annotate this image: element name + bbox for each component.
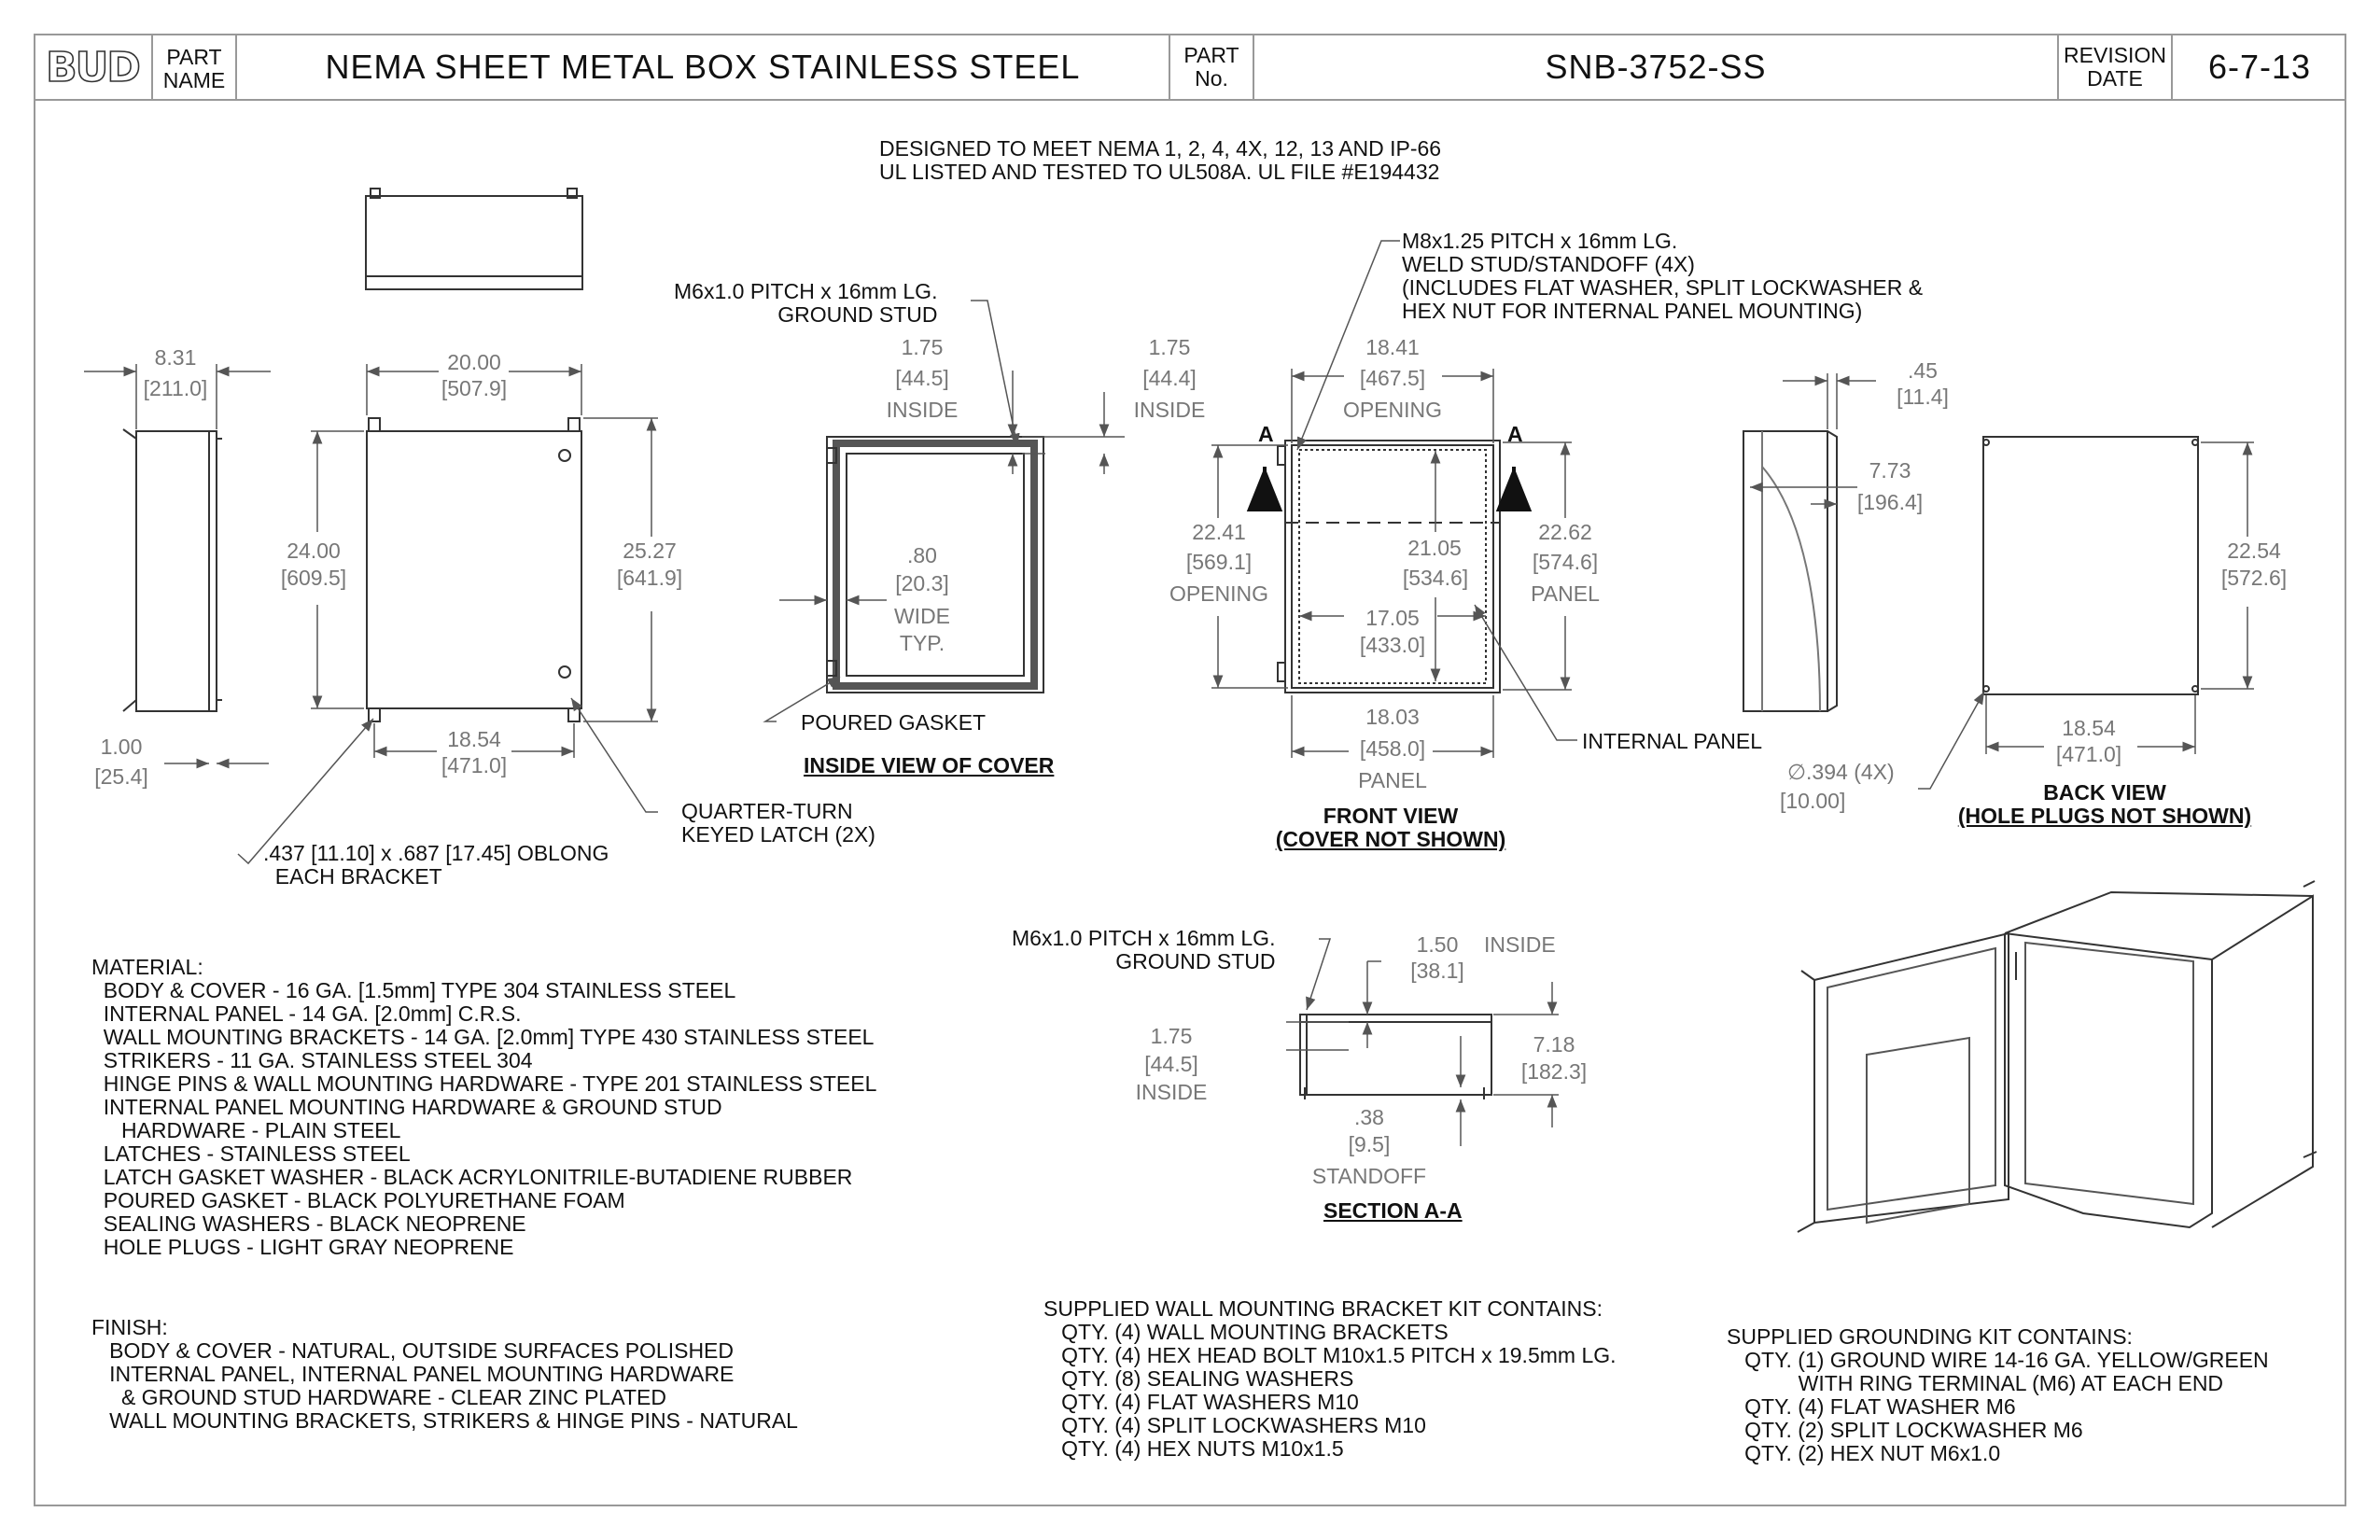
bracket-kit-notes: SUPPLIED WALL MOUNTING BRACKET KIT CONTAINS: QTY. (4) WALL MOUNTING BRACKETS QTY. (4) HEX HEAD BOLT M10x1.5 PITCH x 19.5mm LG. QTY. (8) SEALING WASHERS QTY. (4) FLAT WASHERS M10 QTY. (4) SPLIT LOCKWASHERS M10 QTY. (4) HEX NUTS M10x1.5 [1043,1296,1617,1461]
dim-back-spacing: 18.54 [2062,716,2116,740]
part-name: NEMA SHEET METAL BOX STAINLESS STEEL [237,34,1170,101]
dim-side-depth-mm: [211.0] [143,376,208,400]
side-view [123,429,222,711]
material-notes: MATERIAL: BODY & COVER - 16 GA. [1.5mm] TYPE 304 STAINLESS STEEL INTERNAL PANEL - 14 GA. [2.0mm] C.R.S. WALL MOUNTING BRACKETS - 14 GA. [2.0mm] TYPE 430 STAINLESS STEEL STRIKERS - 11 GA. STAINLESS STEEL 304 HINGE PINS & WALL MOUNTING HARDWARE - TYPE 201 STAINLESS STEEL INTERNAL PANEL MOUNTING HARDWARE & GROUND STUD HARDWARE - PLAIN STEEL LATCHES - STAINLESS STEEL LATCH GASKET WASHER - BLACK ACRYLONITRILE-BUTADIENE RUBBER POURED GASKET - BLACK POLYURETHANE FOAM SEALING WASHERS - BLACK NEOPRENE HOLE PLUGS - LIGHT GRAY NEOPRENE [91,955,877,1259]
dim-gasket-width: .80 [907,543,937,567]
dim-opening-height: 22.41 [1192,520,1246,544]
back-view-title: BACK VIEW [2043,780,2166,805]
dim-panel-width-label: PANEL [1358,768,1427,792]
dim-gasket-width-mm: [20.3] [895,571,949,595]
dim-overall-height: 25.27 [623,539,677,563]
dim-back-spacing-mm: [471.0] [2055,742,2122,766]
dim-bracket-offset: 1.00 [100,735,143,759]
section-marker-right: A [1507,422,1523,446]
dim-panel-hole-h-mm: [433.0] [1359,633,1426,657]
dim-panel-hole-v: 21.05 [1407,536,1462,560]
dim-back-depth-mm: [196.4] [1856,490,1924,514]
ul-note: UL LISTED AND TESTED TO UL508A. UL FILE #E194432 [879,160,1440,184]
latch-callout: QUARTER-TURN KEYED LATCH (2X) [681,799,875,847]
dim-panel-height-mm: [574.6] [1532,550,1599,574]
dim-cover-inside-right-label: INSIDE [1133,398,1206,422]
weld-stud-callout: M8x1.25 PITCH x 16mm LG. WELD STUD/STANDOFF (4X) (INCLUDES FLAT WASHER, SPLIT LOCKWASHER & HEX NUT FOR INTERNAL PANEL MOUNTING) [1402,229,1924,323]
oblong-callout: .437 [11.10] x .687 [17.45] OBLONG EACH BRACKET [263,841,609,889]
section-title: SECTION A-A [1323,1198,1463,1223]
dim-opening-width-mm: [467.5] [1359,366,1426,390]
front-view-subtitle: (COVER NOT SHOWN) [1275,827,1506,851]
front-view-title: FRONT VIEW [1323,804,1459,828]
dim-opening-height-label: OPENING [1169,581,1269,606]
dim-section-inside-mm: [38.1] [1410,959,1464,983]
dim-overall-height-mm: [641.9] [616,566,683,590]
dim-gasket-width-label1: WIDE [893,604,951,628]
dim-side-depth: 8.31 [154,345,197,370]
isometric-view [1798,881,2317,1232]
front-closed-view [367,418,581,721]
part-number: SNB-3752-SS [1254,34,2059,101]
dim-front-width: 20.00 [447,350,501,374]
finish-notes: FINISH: BODY & COVER - NATURAL, OUTSIDE SURFACES POLISHED INTERNAL PANEL, INTERNAL PANEL MOUNTING HARDWARE & GROUND STUD HARDWARE - CLEAR ZINC PLATED WALL MOUNTING BRACKETS, STRIKERS & HINGE PINS - NATURAL [91,1315,798,1433]
dim-bracket-offset-mm: [25.4] [94,764,148,789]
dim-bracket-spacing: 18.54 [447,727,501,751]
back-view [1983,437,2198,694]
dim-back-height-mm: [572.6] [2220,566,2288,590]
dim-back-flange-mm: [11.4] [1897,385,1949,409]
dim-cover-inside-right: 1.75 [1148,335,1191,359]
dim-bracket-spacing-mm: [471.0] [441,753,508,777]
part-no-label: PART No. [1170,34,1254,101]
dim-panel-hole-h: 17.05 [1365,606,1420,630]
dim-front-width-mm: [507.9] [441,376,508,400]
dim-hole-diameter: ∅.394 (4X) [1787,760,1895,784]
dim-opening-width: 18.41 [1365,335,1420,359]
back-side-view [1743,431,1837,711]
section-a-a [1300,1015,1491,1099]
poured-gasket-callout: POURED GASKET [801,710,987,735]
dim-section-standoff-mm: [9.5] [1348,1132,1391,1156]
dim-cover-inside-left-label: INSIDE [886,398,959,422]
dim-gasket-width-label2: TYP. [899,631,945,655]
bud-logo: BUD [34,34,153,101]
dim-back-depth: 7.73 [1869,458,1911,483]
grounding-kit-notes: SUPPLIED GROUNDING KIT CONTAINS: QTY. (1) GROUND WIRE 14-16 GA. YELLOW/GREEN WITH RING TERMINAL (M6) AT EACH END QTY. (4) FLAT WASHER M6 QTY. (2) SPLIT LOCKWASHER M6 QTY. (2) HEX NUT M6x1.0 [1727,1324,2269,1465]
back-view-subtitle: (HOLE PLUGS NOT SHOWN) [1957,804,2252,828]
dim-section-depth-mm: [182.3] [1520,1059,1588,1084]
dim-section-standoff-label: STANDOFF [1311,1164,1427,1188]
dim-front-height-mm: [609.5] [280,566,347,590]
dim-section-depth: 7.18 [1533,1032,1575,1057]
internal-panel-callout: INTERNAL PANEL [1582,729,1762,753]
dim-back-flange: .45 [1908,358,1938,383]
dim-cover-inside-right-mm: [44.4] [1142,366,1197,390]
dim-panel-hole-v-mm: [534.6] [1402,566,1469,590]
dim-panel-height: 22.62 [1538,520,1592,544]
dim-section-left-label: INSIDE [1135,1080,1208,1104]
dim-opening-width-label: OPENING [1342,398,1443,422]
dim-opening-height-mm: [569.1] [1185,550,1253,574]
dim-section-left-mm: [44.5] [1144,1052,1198,1076]
revision-label: REVISION DATE [2059,34,2173,101]
top-view [366,189,582,289]
dim-section-inside-label: INSIDE [1484,932,1556,957]
dim-panel-width: 18.03 [1365,705,1420,729]
revision-date: 6-7-13 [2207,48,2312,86]
dim-front-height: 24.00 [287,539,341,563]
dim-section-inside: 1.50 [1416,932,1459,957]
dim-cover-inside-left-mm: [44.5] [895,366,949,390]
dim-section-left: 1.75 [1150,1024,1193,1048]
ground-stud-callout: M6x1.0 PITCH x 16mm LG. GROUND STUD [674,279,938,327]
dim-hole-diameter-mm: [10.00] [1780,789,1846,813]
dim-back-height: 22.54 [2227,539,2281,563]
dim-panel-height-label: PANEL [1531,581,1600,606]
dim-panel-width-mm: [458.0] [1359,736,1426,761]
nema-note: DESIGNED TO MEET NEMA 1, 2, 4, 4X, 12, 13 AND IP-66 [879,136,1442,161]
section-ground-stud-callout: M6x1.0 PITCH x 16mm LG. GROUND STUD [1012,926,1276,973]
dim-cover-inside-left: 1.75 [901,335,944,359]
part-name-label: PART NAME [153,34,237,101]
inside-cover-title: INSIDE VIEW OF COVER [804,753,1055,777]
section-marker-left: A [1258,422,1274,446]
dim-section-standoff: .38 [1354,1105,1384,1129]
